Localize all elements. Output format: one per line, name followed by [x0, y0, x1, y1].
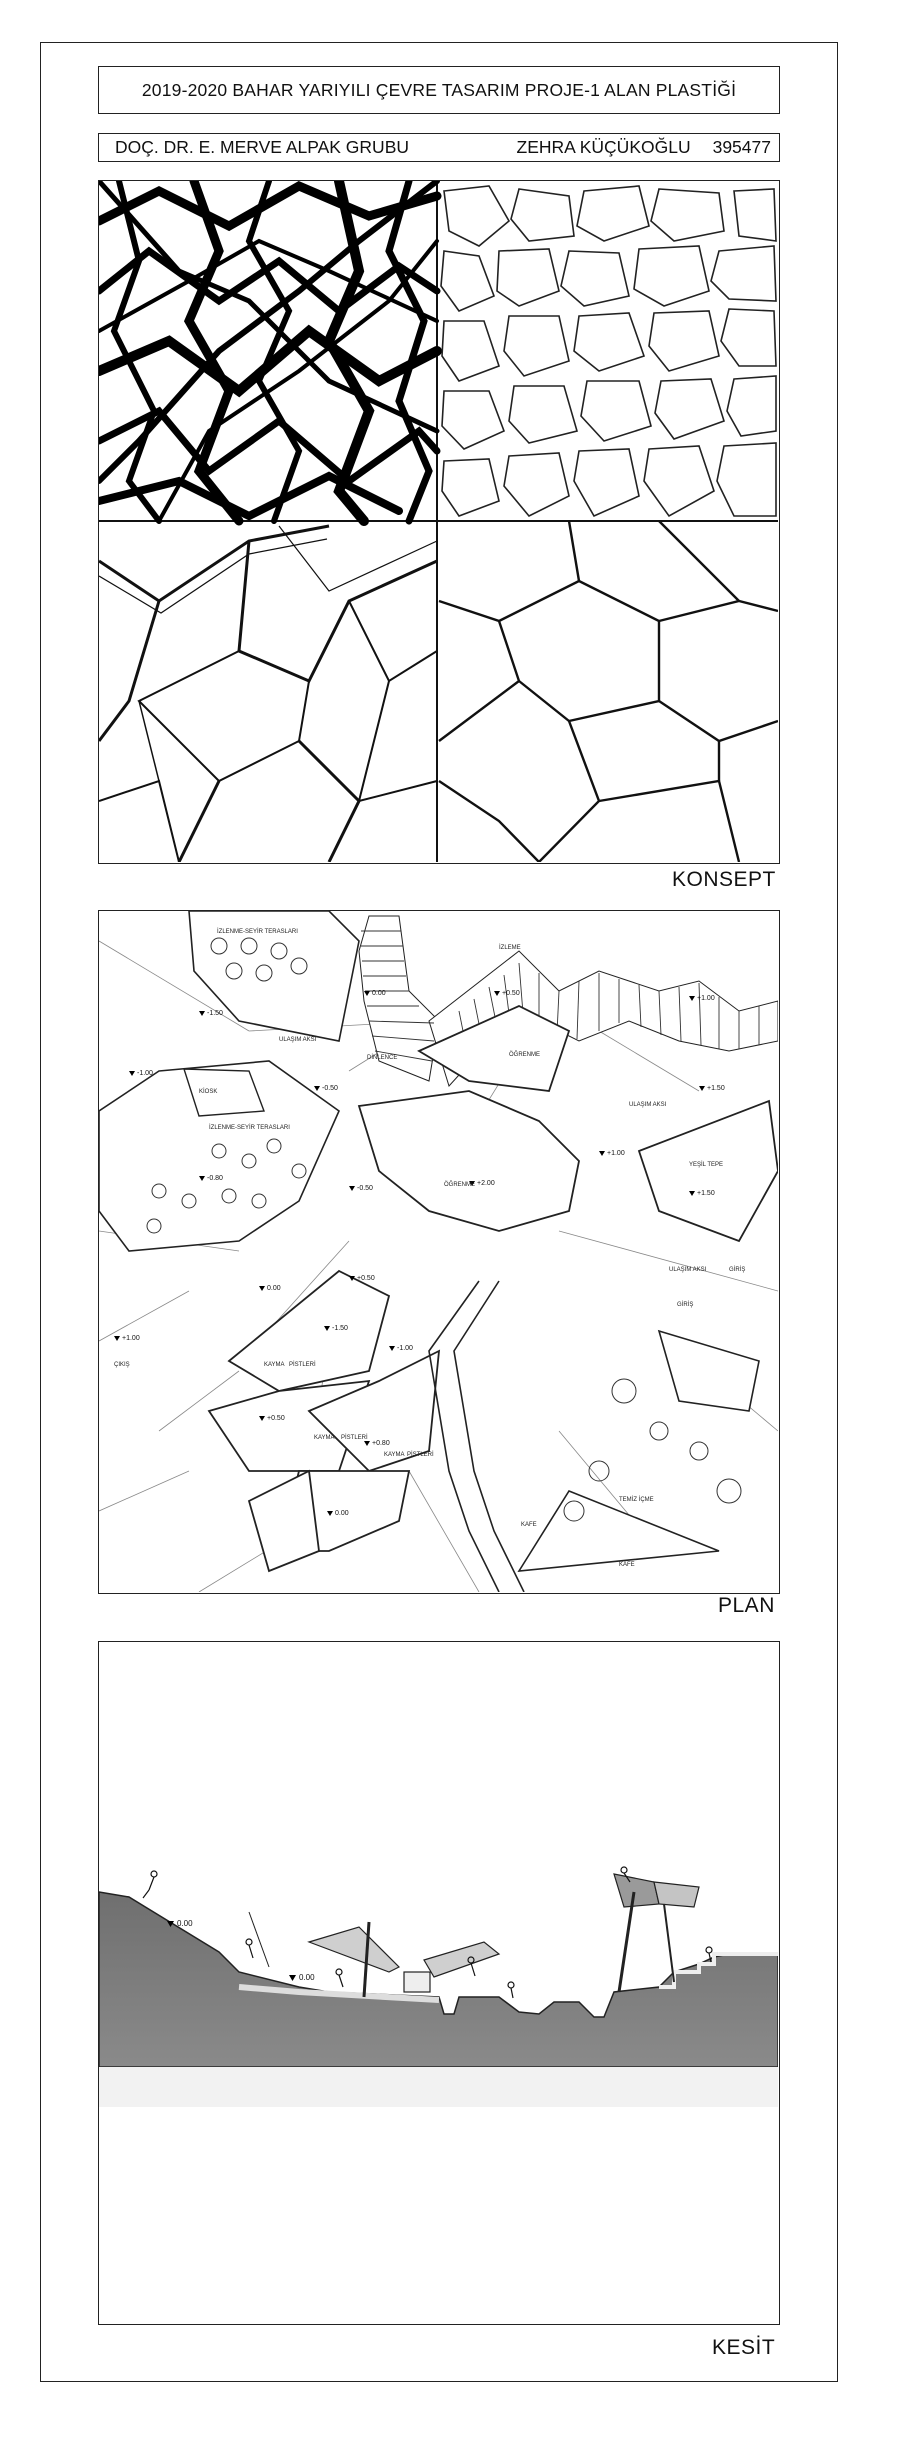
plan-label: KİOSK: [199, 1089, 218, 1095]
plan-label-heading: PLAN: [718, 1594, 775, 1617]
plan-drawing: [99, 911, 778, 1592]
concept-label: KONSEPT: [672, 868, 776, 891]
section-structures: [249, 1874, 699, 1997]
plan-label: PİSTLERİ: [407, 1452, 434, 1458]
plan-path: [429, 1281, 499, 1592]
plan-label: DİNLENCE: [367, 1055, 398, 1061]
plan-label: KAFE: [521, 1522, 537, 1528]
plan-label: KAYMA: [264, 1362, 285, 1368]
level-marker: -0.50: [357, 1185, 373, 1192]
student-info: [517, 137, 771, 158]
plan-label: YEŞİL TEPE: [689, 1162, 724, 1168]
sheet-title: [98, 66, 780, 114]
plan-cafe-area: [519, 1331, 759, 1571]
level-marker: -1.50: [207, 1010, 223, 1017]
plan-label: ULAŞIM AKSI: [669, 1267, 707, 1273]
plan-green-hill: [639, 1101, 778, 1241]
plan-sliding-tracks: [209, 1271, 439, 1571]
plan-terrace-left: [99, 1061, 339, 1251]
level-marker: +0.50: [267, 1415, 285, 1422]
plan-label: ULAŞIM AKSI: [629, 1102, 667, 1108]
concept-panel: [98, 180, 780, 864]
level-marker: -1.00: [137, 1070, 153, 1077]
level-marker: -0.50: [322, 1085, 338, 1092]
level-marker: +2.00: [477, 1180, 495, 1187]
plan-label: PİSTLERİ: [289, 1362, 316, 1368]
section-level-marker: 0.00: [299, 1973, 315, 1982]
concept-cellular-network: [441, 186, 776, 516]
level-marker: +0.80: [372, 1440, 390, 1447]
level-marker: +0.50: [357, 1275, 375, 1282]
student-number: 395477: [712, 137, 771, 157]
level-marker: -1.50: [332, 1325, 348, 1332]
plan-label: İZLEME: [499, 945, 521, 951]
level-marker: +1.00: [122, 1335, 140, 1342]
plan-label: ÇIKIŞ: [114, 1362, 130, 1368]
level-marker: +1.50: [697, 1190, 715, 1197]
plan-label: GİRİŞ: [729, 1267, 746, 1273]
section-terrain: [99, 1892, 778, 2067]
level-marker: -1.00: [397, 1345, 413, 1352]
section-panel: [98, 1641, 780, 2325]
concept-thick-network: [99, 181, 437, 521]
sheet-title-text: 2019-2020 BAHAR YARIYILI ÇEVRE TASARIM PROJE-1 ALAN PLASTİĞİ: [141, 79, 737, 100]
concept-large-cells: [439, 521, 778, 862]
plan-label: İZLENME-SEYİR TERASLARI: [209, 1125, 290, 1131]
level-marker: 0.00: [267, 1285, 281, 1292]
plan-label: ÖĞRENME: [444, 1182, 476, 1188]
plan-label: KAYMA: [384, 1452, 405, 1458]
level-marker: -0.80: [207, 1175, 223, 1182]
level-marker: +0.50: [502, 990, 520, 997]
section-drawing: [99, 1642, 778, 2323]
plan-panel: [98, 910, 780, 1594]
plan-label: ULAŞIM AKSI: [279, 1037, 317, 1043]
level-marker: +1.00: [607, 1150, 625, 1157]
level-marker: 0.00: [372, 990, 386, 997]
section-level-marker: 0.00: [177, 1919, 193, 1928]
concept-sparse-cells: [99, 526, 437, 862]
plan-label: GİRİŞ: [677, 1302, 694, 1308]
plan-label: İZLENME-SEYİR TERASLARI: [217, 929, 298, 935]
group-name: DOÇ. DR. E. MERVE ALPAK GRUBU: [115, 137, 410, 157]
plan-ramp-hatching: [359, 916, 778, 1086]
plan-label: TEMİZ İÇME: [619, 1497, 654, 1503]
plan-label: KAYMA: [314, 1435, 335, 1441]
level-marker: +1.50: [707, 1085, 725, 1092]
concept-drawing: [99, 181, 778, 862]
student-name: ZEHRA KÜÇÜKOĞLU: [516, 137, 691, 157]
plan-label: KAFE: [619, 1562, 635, 1568]
plan-label: PİSTLERİ: [341, 1435, 368, 1441]
section-label-heading: KESİT: [712, 2336, 776, 2359]
author-bar: [98, 133, 780, 162]
level-marker: +1.00: [697, 995, 715, 1002]
plan-label: ÖĞRENME: [509, 1052, 541, 1058]
level-marker: 0.00: [335, 1510, 349, 1517]
